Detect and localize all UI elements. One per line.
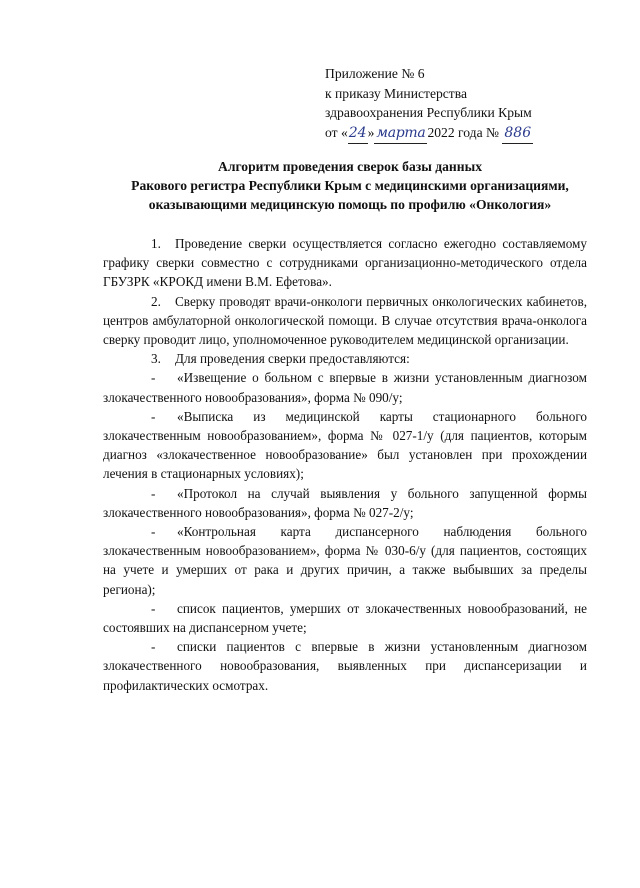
bullet-item xyxy=(103,637,587,695)
item-number: 1. xyxy=(151,236,161,251)
bullet-item xyxy=(103,484,587,522)
numbered-item xyxy=(103,234,587,292)
handwritten-order-number: 886 xyxy=(502,124,533,145)
bullet-dash: - xyxy=(151,370,156,386)
item-text: Проведение сверки осуществляется согласно ежегодно составляемому графику сверки совместно с сотрудниками организационно-методического отдела ГБУЗРК «КРОКД имени В.М. Ефетова». xyxy=(103,236,587,290)
bullet-text: «Выписка из медицинской карты стационарного больного злокачественным новообразованием», форма № 027-1/у (для пациентов, которым диагноз «злокачественное новообразование» был установлен при прохождении лечения в стационарных условиях); xyxy=(103,408,587,482)
item-text: Для проведения сверки предоставляются: xyxy=(175,351,410,367)
bullet-dash: - xyxy=(151,408,156,424)
bullet-item xyxy=(103,599,587,637)
bullet-text: «Контрольная карта диспансерного наблюдения больного злокачественным новообразованием», форма № 030-6/у (для пациентов, состоящих на учете и умерших от рака и других причин, а также выбывших за пределы региона); xyxy=(103,524,587,597)
title-line-3: оказывающими медицинскую помощь по профилю «Онкология» xyxy=(148,197,552,212)
bullet-item xyxy=(103,522,587,599)
item-number: 2. xyxy=(151,293,161,309)
document-title xyxy=(100,157,600,214)
bullet-dash: - xyxy=(151,639,156,655)
bullet-item xyxy=(103,407,587,484)
appendix-header xyxy=(325,64,625,144)
bullet-text: списки пациентов с впервые в жизни установленным диагнозом злокачественного новообразования, выявленных при диспансеризации и профилактических осмотрах. xyxy=(103,639,587,693)
title-line-1: Алгоритм проведения сверок базы данных xyxy=(218,159,482,174)
order-date-line xyxy=(325,123,625,145)
date-year: 2022 года № xyxy=(427,124,499,140)
bullet-text: «Протокол на случай выявления у больного запущенной формы злокачественного новообразования», форма № 027-2/у; xyxy=(103,485,587,520)
bullet-item xyxy=(103,368,587,406)
numbered-item xyxy=(103,292,587,350)
ministry-name: здравоохранения Республики Крым xyxy=(325,105,532,120)
order-reference: к приказу Министерства xyxy=(325,85,468,101)
document-body xyxy=(103,234,587,695)
date-close: » xyxy=(367,124,375,140)
bullet-dash: - xyxy=(151,524,156,540)
handwritten-day: 24 xyxy=(348,124,368,145)
bullet-text: список пациентов, умерших от злокачественных новообразований, не состоявших на диспансерном учете; xyxy=(103,600,587,636)
handwritten-month: марта xyxy=(374,124,427,145)
bullet-text: «Извещение о больном с впервые в жизни установленным диагнозом злокачественного новообразования», форма № 090/у; xyxy=(103,370,587,405)
appendix-number: Приложение № 6 xyxy=(325,66,425,81)
from-label: от « xyxy=(325,124,348,140)
bullet-dash: - xyxy=(151,485,156,501)
title-line-2: Ракового регистра Республики Крым с медицинскими организациями, xyxy=(131,178,569,193)
item-text: Сверку проводят врачи-онкологи первичных онкологических кабинетов, центров амбулаторной онкологической помощи. В случае отсутствия врача-онколога сверку проводит лицо, уполномоченное руководителем медицинской организации. xyxy=(103,293,587,348)
bullet-dash: - xyxy=(151,600,156,616)
numbered-item xyxy=(103,349,587,368)
item-number: 3. xyxy=(151,351,161,367)
